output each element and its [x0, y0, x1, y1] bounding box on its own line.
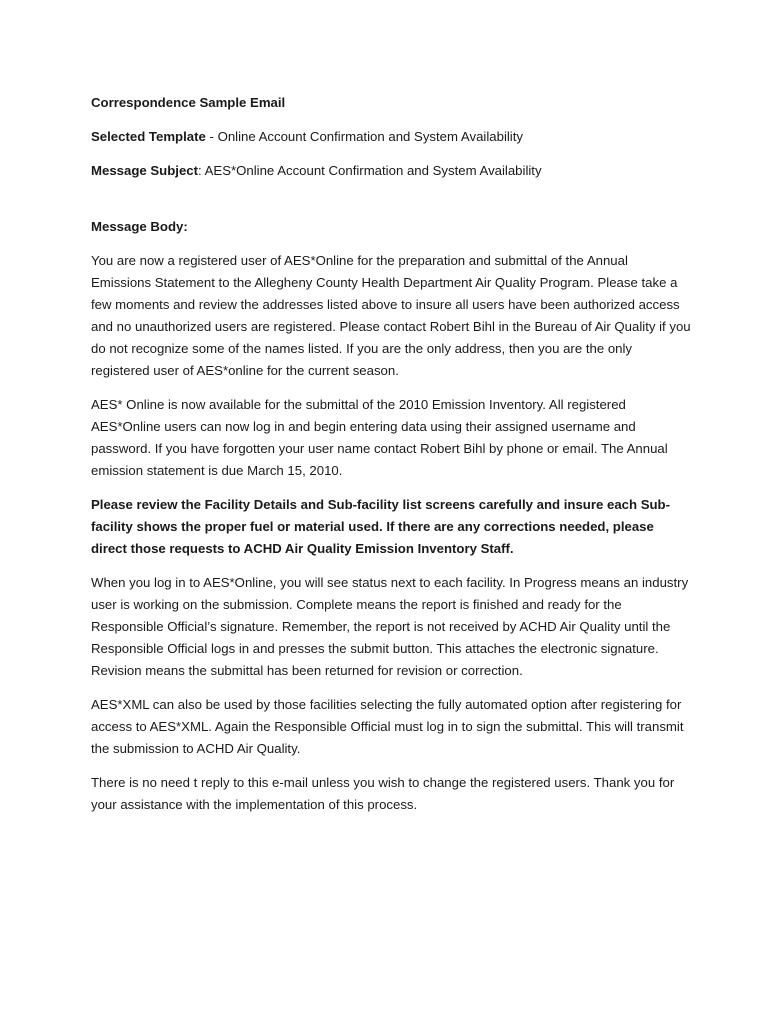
body-paragraph-availability: AES* Online is now available for the submittal of the 2010 Emission Inventory. All registered AES*Online users can now log in and begin entering data using their assigned username and password. If you have forgotten your user name contact Robert Bihl by phone or email. The Annual emission statement is due March 15, 2010. [91, 397, 668, 478]
message-subject-value: AES*Online Account Confirmation and System Availability [204, 163, 542, 178]
document-title: Correspondence Sample Email [91, 95, 286, 110]
selected-template-line [91, 126, 691, 148]
selected-template-label: Selected Template [91, 129, 206, 144]
body-paragraph-review-notice: Please review the Facility Details and Sub-facility list screens carefully and insure each Sub-facility shows the proper fuel or material used. If there are any corrections needed, please direct those requests to ACHD Air Quality Emission Inventory Staff. [91, 497, 671, 556]
selected-template-value: Online Account Confirmation and System Availability [217, 129, 523, 144]
body-paragraph-closing: There is no need t reply to this e-mail unless you wish to change the registered users. Thank you for your assistance with the implementation of this process. [91, 775, 675, 812]
selected-template-separator: - [205, 129, 218, 144]
message-body-heading: Message Body: [91, 219, 188, 234]
message-subject-separator: : [198, 163, 205, 178]
body-paragraph-status: When you log in to AES*Online, you will see status next to each facility. In Progress means an industry user is working on the submission. Complete means the report is finished and ready for the Responsible Official’s signature. Remember, the report is not received by ACHD Air Quality until the Responsible Official logs in and presses the submit button. This attaches the electronic signature. Revision means the submittal has been returned for revision or correction. [91, 575, 689, 678]
message-subject-label: Message Subject [91, 163, 199, 178]
body-paragraph-aes-xml: AES*XML can also be used by those facilities selecting the fully automated option after registering for access to AES*XML. Again the Responsible Official must log in to sign the submittal. This will transmit the submission to ACHD Air Quality. [91, 697, 684, 756]
body-paragraph-registration: You are now a registered user of AES*Online for the preparation and submittal of the Annual Emissions Statement to the Allegheny County Health Department Air Quality Program. Please take a few moments and review the addresses listed above to insure all users have been authorized access and no unauthorized users are registered. Please contact Robert Bihl in the Bureau of Air Quality if you do not recognize some of the names listed. If you are the only address, then you are the only registered user of AES*online for the current season. [91, 253, 691, 378]
document-page [91, 92, 691, 828]
message-subject-line [91, 160, 691, 182]
